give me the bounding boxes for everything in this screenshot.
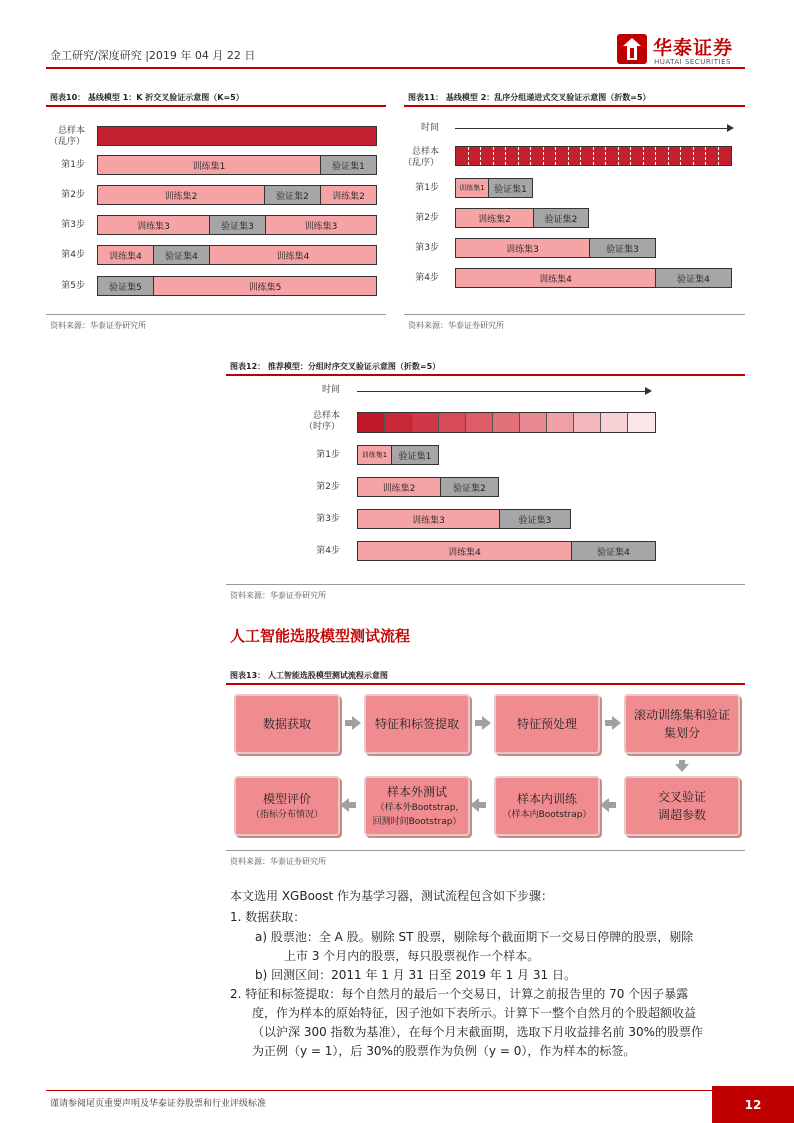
flow-arrow-stem-7 (349, 802, 356, 808)
flow-arrow-stem-6 (479, 802, 486, 808)
fig10-source: 资料来源：华泰证券研究所 (50, 321, 146, 330)
section-title: 人工智能选股模型测试流程 (230, 627, 411, 645)
fig12-source: 资料来源：华泰证券研究所 (230, 591, 326, 600)
body-item-1b: b) 回测区间：2011 年 1 月 31 日至 2019 年 1 月 31 日。 (255, 968, 576, 982)
fig12-source-rule (226, 584, 745, 585)
body-item-2-line3: （以沪深 300 指数为基准），在每个月末截面期，选取下月收益排名前 30%的股票作 (252, 1025, 704, 1039)
fig12-total-segment (466, 413, 493, 432)
footer-disclaimer: 谨请参阅尾页重要声明及华泰证券股票和行业评级标准 (50, 1099, 267, 1109)
fig12-total-segment (358, 413, 385, 432)
flow-arrow-stem-3 (605, 720, 612, 726)
fig11-s2-valid: 验证集2 (533, 208, 589, 228)
fig10-step-1: 第1步 (61, 160, 85, 170)
fig10-s5-valid: 验证集5 (97, 276, 154, 296)
body-item-2-line2: 度，作为样本的原始特征，因子池如下表所示。计算下一整个自然月的个股超额收益 (252, 1006, 697, 1020)
fig13-caption-rule (226, 683, 745, 685)
fig10-s4-valid: 验证集4 (153, 245, 210, 265)
fig12-s4-valid: 验证集4 (571, 541, 656, 561)
fig10-source-rule (46, 314, 386, 315)
fig11-time-label: 时间 (420, 123, 439, 133)
fig12-s3-train: 训练集3 (357, 509, 500, 529)
fig11-total-segment (669, 147, 682, 165)
fig10-s2-valid: 验证集2 (264, 185, 321, 205)
fig11-total-segment (606, 147, 619, 165)
fig11-caption: 图表11： 基线模型 2：乱序分组递进式交叉验证示意图（折数=5） (408, 93, 651, 102)
fig11-total-segment (469, 147, 482, 165)
fig10-step-2: 第2步 (61, 190, 85, 200)
body-item-2-line1: 2. 特征和标签提取：每个自然月的最后一个交易日，计算之前报告里的 70 个因子暴露 (230, 987, 689, 1001)
flow-arrow-left-icon (340, 798, 349, 812)
fig11-total-segment (519, 147, 532, 165)
fig11-step-3: 第3步 (415, 243, 439, 253)
flow-arrow-stem-5 (609, 802, 616, 808)
flow-box-insample: 样本内训练 （样本内Bootstrap） (494, 776, 600, 836)
fig11-step-4: 第4步 (415, 273, 439, 283)
fig12-total-bar (357, 412, 656, 433)
fig13-source: 资料来源：华泰证券研究所 (230, 857, 326, 866)
fig11-s2-train: 训练集2 (455, 208, 534, 228)
flow-box-feature: 特征和标签提取 (364, 694, 470, 754)
fig12-total-segment (601, 413, 628, 432)
fig12-total-segment (628, 413, 655, 432)
fig11-total-label: 总样本 （乱序） (402, 147, 439, 168)
huatai-logo-icon (617, 34, 647, 64)
flow-arrow-down-icon (675, 764, 689, 772)
flow-arrow-left-icon (470, 798, 479, 812)
fig10-step-5: 第5步 (61, 281, 85, 291)
fig11-total-segment (581, 147, 594, 165)
fig11-total-segment (531, 147, 544, 165)
fig12-step-1: 第1步 (316, 450, 340, 460)
fig11-total-segment (506, 147, 519, 165)
body-item-1a-line1: a) 股票池：全 A 股。剔除 ST 股票，剔除每个截面期下一交易日停牌的股票，剔除 (255, 930, 694, 944)
fig11-source-rule (404, 314, 745, 315)
flow-arrow-stem-2 (475, 720, 482, 726)
fig11-total-segment (706, 147, 719, 165)
header-title: 金工研究/深度研究 |2019 年 04 月 22 日 (50, 49, 256, 62)
fig12-total-segment (412, 413, 439, 432)
logo-text-en: HUATAI SECURITIES (654, 58, 731, 66)
fig11-total-segment (556, 147, 569, 165)
flow-box-outsample: 样本外测试 （样本外Bootstrap, 回测时间Bootstrap） (364, 776, 470, 836)
body-item-1: 1. 数据获取： (230, 910, 306, 924)
flow-arrow-right-icon (352, 716, 361, 730)
header-divider (46, 67, 745, 69)
fig10-s1-valid: 验证集1 (320, 155, 377, 175)
flow-box-preprocess: 特征预处理 (494, 694, 600, 754)
flow-arrow-stem-1 (345, 720, 352, 726)
fig12-caption-rule (226, 374, 745, 376)
fig11-total-bar (455, 146, 732, 166)
fig12-total-segment (547, 413, 574, 432)
fig12-total-segment (439, 413, 466, 432)
fig11-total-segment (681, 147, 694, 165)
fig12-s2-train: 训练集2 (357, 477, 441, 497)
fig12-total-segment (493, 413, 520, 432)
flow-box-split: 滚动训练集和验证集划分 (624, 694, 740, 754)
fig11-total-segment (656, 147, 669, 165)
fig11-s4-valid: 验证集4 (655, 268, 732, 288)
fig12-total-segment (574, 413, 601, 432)
fig11-total-segment (719, 147, 732, 165)
fig10-step-4: 第4步 (61, 250, 85, 260)
fig11-step-1: 第1步 (415, 183, 439, 193)
fig13-caption: 图表13： 人工智能选股模型测试流程示意图 (230, 671, 388, 680)
fig11-s1-valid: 验证集1 (488, 178, 533, 198)
fig10-s3-train-a: 训练集3 (97, 215, 210, 235)
body-intro: 本文选用 XGBoost 作为基学习器，测试流程包含如下步骤： (230, 889, 554, 903)
fig10-s3-train-b: 训练集3 (265, 215, 377, 235)
fig11-total-segment (544, 147, 557, 165)
fig11-s1-train: 训练集1 (455, 178, 489, 198)
fig11-s4-train: 训练集4 (455, 268, 656, 288)
fig11-total-segment (456, 147, 469, 165)
fig12-total-segment (520, 413, 547, 432)
fig12-total-segment (385, 413, 412, 432)
fig11-s3-valid: 验证集3 (589, 238, 656, 258)
fig12-step-2: 第2步 (316, 482, 340, 492)
fig11-caption-rule (404, 105, 745, 107)
footer-divider (46, 1090, 726, 1091)
fig12-s1-valid: 验证集1 (391, 445, 439, 465)
flow-box-data: 数据获取 (234, 694, 340, 754)
fig10-s4-train-b: 训练集4 (209, 245, 377, 265)
fig12-caption: 图表12： 推荐模型：分组时序交叉验证示意图（折数=5） (230, 362, 441, 371)
fig11-total-segment (619, 147, 632, 165)
fig11-total-segment (694, 147, 707, 165)
fig11-total-segment (594, 147, 607, 165)
fig12-s2-valid: 验证集2 (440, 477, 499, 497)
fig11-step-2: 第2步 (415, 213, 439, 223)
body-item-2-line4: 为正例（y = 1），后 30%的股票作为负例（y = 0），作为样本的标签。 (252, 1044, 636, 1058)
fig12-time-axis (357, 391, 645, 392)
fig12-step-3: 第3步 (316, 514, 340, 524)
fig11-total-segment (644, 147, 657, 165)
fig11-total-segment (569, 147, 582, 165)
page-number: 12 (712, 1086, 794, 1123)
fig10-s1-train: 训练集1 (97, 155, 321, 175)
body-item-1a-line2: 上市 3 个月内的股票，每只股票视作一个样本。 (284, 949, 540, 963)
fig12-s4-train: 训练集4 (357, 541, 572, 561)
fig10-step-3: 第3步 (61, 220, 85, 230)
flow-arrow-left-icon (600, 798, 609, 812)
fig10-total-label: 总样本 （乱序） (48, 126, 85, 147)
fig13-source-rule (226, 850, 745, 851)
fig10-s3-valid: 验证集3 (209, 215, 266, 235)
fig11-total-segment (494, 147, 507, 165)
fig11-total-segment (631, 147, 644, 165)
flow-box-cv: 交叉验证 调超参数 (624, 776, 740, 836)
fig12-s3-valid: 验证集3 (499, 509, 571, 529)
logo-text-cn: 华泰证券 (653, 37, 734, 59)
flow-arrow-right-icon (612, 716, 621, 730)
fig12-total-label: 总样本 （时序） (303, 411, 340, 432)
fig12-s1-train: 训练集1 (357, 445, 392, 465)
fig10-caption-rule (46, 105, 386, 107)
fig11-s3-train: 训练集3 (455, 238, 590, 258)
fig11-source: 资料来源：华泰证券研究所 (408, 321, 504, 330)
fig11-time-axis (455, 128, 727, 129)
fig10-s5-train: 训练集5 (153, 276, 377, 296)
fig10-s2-train-b: 训练集2 (320, 185, 377, 205)
fig11-time-arrow-icon (727, 124, 734, 132)
fig10-s4-train-a: 训练集4 (97, 245, 154, 265)
fig12-time-label: 时间 (321, 385, 340, 395)
fig12-time-arrow-icon (645, 387, 652, 395)
flow-box-eval: 模型评价 （指标分布情况） (234, 776, 340, 836)
fig11-total-segment (481, 147, 494, 165)
fig10-total-bar (97, 126, 377, 146)
fig12-step-4: 第4步 (316, 546, 340, 556)
flow-arrow-right-icon (482, 716, 491, 730)
fig10-caption: 图表10： 基线模型 1：K 折交叉验证示意图（K=5） (50, 93, 244, 102)
fig10-s2-train-a: 训练集2 (97, 185, 265, 205)
